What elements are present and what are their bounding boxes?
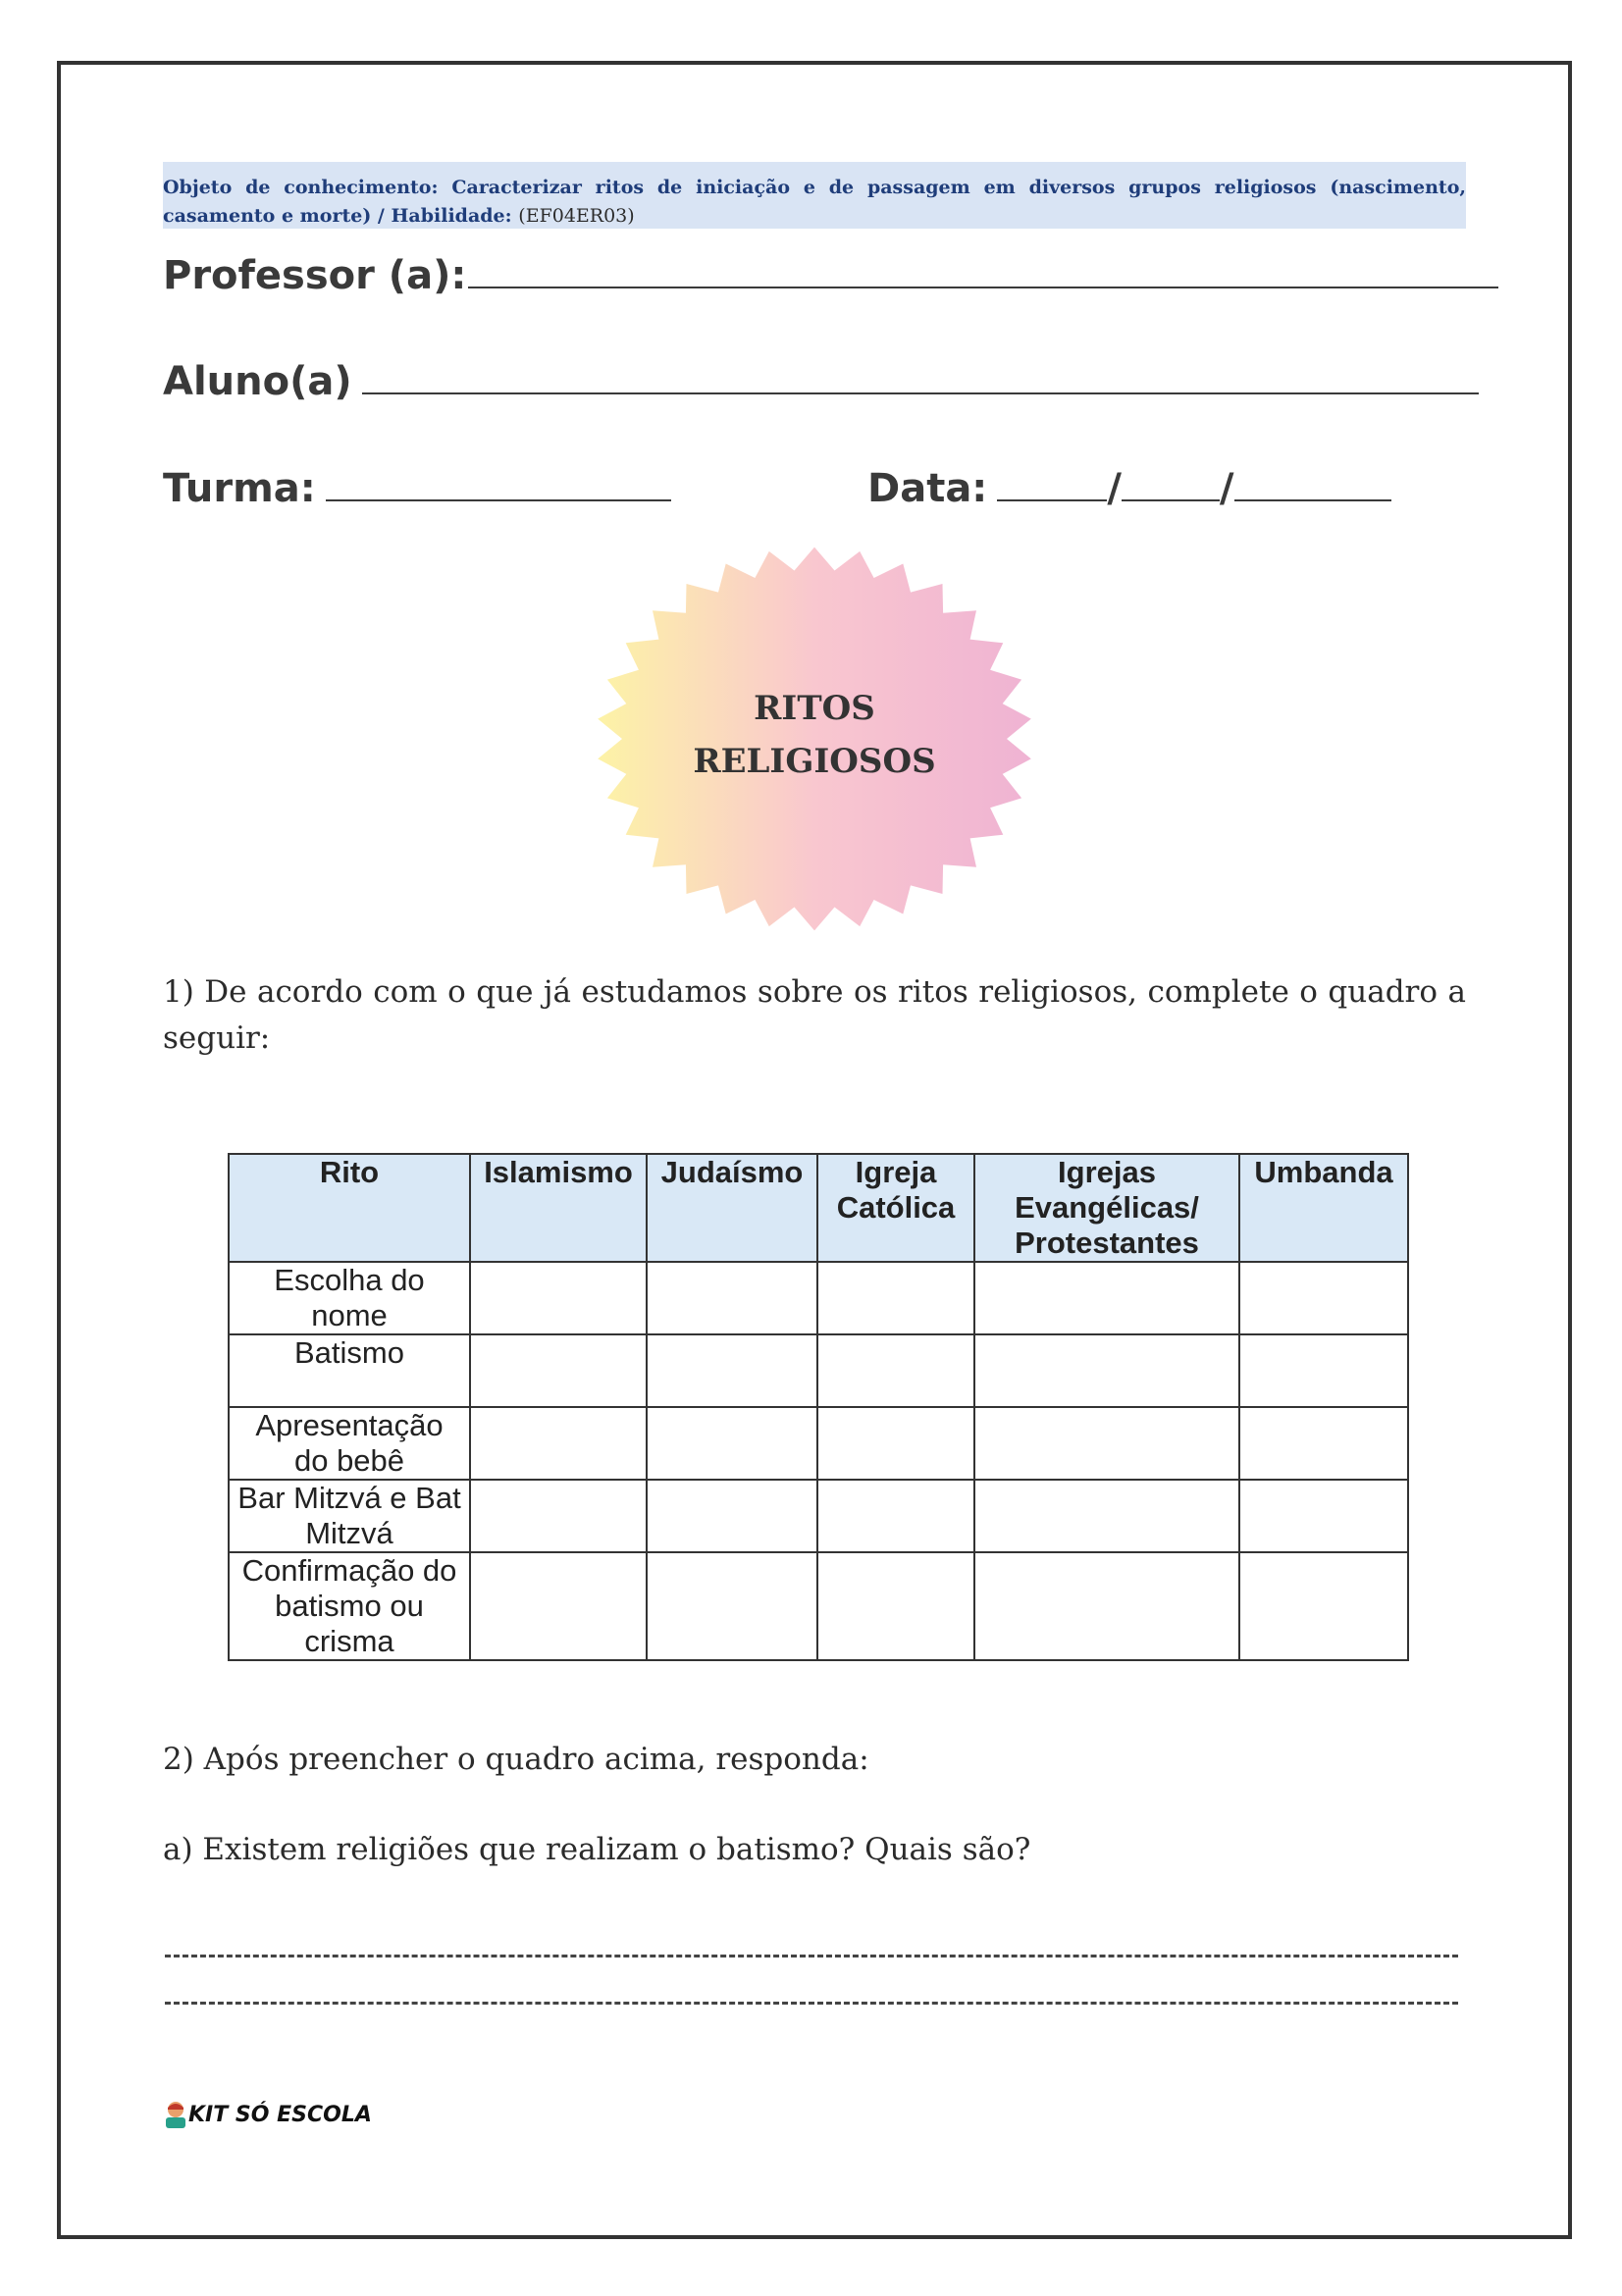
rite-batismo: Batismo (229, 1334, 470, 1407)
answer-cell[interactable] (1239, 1262, 1408, 1334)
answer-cell[interactable] (647, 1480, 817, 1552)
answer-cell[interactable] (1239, 1407, 1408, 1480)
table-header-row (229, 1154, 1408, 1262)
rite-confirmacao: Confirmação do batismo ou crisma (229, 1552, 470, 1660)
objective-text: Objeto de conhecimento: Caracterizar ritos de iniciação e de passagem em diversos grupos religiosos (nascimento, casamento e morte) / Habilidade: (163, 177, 1466, 227)
turma-label: Turma: (163, 466, 316, 511)
answer-line-1[interactable] (165, 1955, 1458, 1957)
professor-input-line[interactable] (468, 286, 1498, 288)
answer-cell[interactable] (974, 1407, 1239, 1480)
kit-so-escola-logo (163, 2100, 372, 2129)
answer-cell[interactable] (974, 1480, 1239, 1552)
answer-cell[interactable] (974, 1262, 1239, 1334)
table-row (229, 1334, 1408, 1407)
rites-table (228, 1153, 1409, 1661)
aluno-input-line[interactable] (362, 391, 1479, 394)
header-igrejas-evangelicas: Igrejas Evangélicas/ Protestantes (974, 1154, 1239, 1262)
table-row (229, 1262, 1408, 1334)
table-row (229, 1480, 1408, 1552)
badge-line-2: RELIGIOSOS (693, 742, 936, 781)
turma-field (163, 466, 671, 511)
date-month-line[interactable] (1122, 499, 1220, 501)
question-2: 2) Após preencher o quadro acima, responda: (163, 1742, 869, 1777)
answer-cell[interactable] (817, 1552, 974, 1660)
badge-title (594, 682, 1035, 788)
answer-line-2[interactable] (165, 2002, 1458, 2005)
header-islamismo: Islamismo (470, 1154, 647, 1262)
answer-cell[interactable] (470, 1334, 647, 1407)
answer-cell[interactable] (974, 1334, 1239, 1407)
header-umbanda: Umbanda (1239, 1154, 1408, 1262)
table-row (229, 1552, 1408, 1660)
answer-cell[interactable] (817, 1480, 974, 1552)
rite-escolha-do-nome: Escolha do nome (229, 1262, 470, 1334)
objective-banner (163, 162, 1466, 229)
professor-field (163, 253, 1498, 298)
answer-cell[interactable] (647, 1334, 817, 1407)
answer-cell[interactable] (1239, 1334, 1408, 1407)
header-rito: Rito (229, 1154, 470, 1262)
answer-cell[interactable] (817, 1334, 974, 1407)
date-year-line[interactable] (1234, 499, 1391, 501)
answer-cell[interactable] (470, 1480, 647, 1552)
skill-code: (EF04ER03) (518, 205, 635, 227)
answer-cell[interactable] (647, 1552, 817, 1660)
aluno-label: Aluno(a) (163, 359, 352, 404)
question-1: 1) De acordo com o que já estudamos sobre os ritos religiosos, complete o quadro a seguir: (163, 974, 1466, 1056)
table-row (229, 1407, 1408, 1480)
answer-cell[interactable] (817, 1262, 974, 1334)
date-separator-2: / (1219, 466, 1234, 511)
rite-bar-mitzva: Bar Mitzvá e Bat Mitzvá (229, 1480, 470, 1552)
aluno-field (163, 359, 1479, 404)
header-igreja-catolica: Igreja Católica (817, 1154, 974, 1262)
header-judaismo: Judaísmo (647, 1154, 817, 1262)
answer-cell[interactable] (647, 1407, 817, 1480)
answer-cell[interactable] (647, 1262, 817, 1334)
answer-cell[interactable] (470, 1407, 647, 1480)
answer-cell[interactable] (974, 1552, 1239, 1660)
answer-cell[interactable] (817, 1407, 974, 1480)
logo-text: KIT SÓ ESCOLA (188, 2102, 372, 2127)
professor-label: Professor (a): (163, 253, 467, 298)
date-separator-1: / (1107, 466, 1122, 511)
badge-line-1: RITOS (754, 689, 875, 728)
date-day-line[interactable] (997, 499, 1107, 501)
turma-input-line[interactable] (326, 498, 671, 501)
answer-cell[interactable] (470, 1552, 647, 1660)
data-label: Data: (867, 466, 988, 511)
question-2a: a) Existem religiões que realizam o batismo? Quais são? (163, 1832, 1031, 1867)
data-field (867, 466, 1391, 511)
answer-cell[interactable] (470, 1262, 647, 1334)
answer-cell[interactable] (1239, 1480, 1408, 1552)
student-icon (163, 2100, 188, 2129)
rite-apresentacao-do-bebe: Apresentação do bebê (229, 1407, 470, 1480)
answer-cell[interactable] (1239, 1552, 1408, 1660)
